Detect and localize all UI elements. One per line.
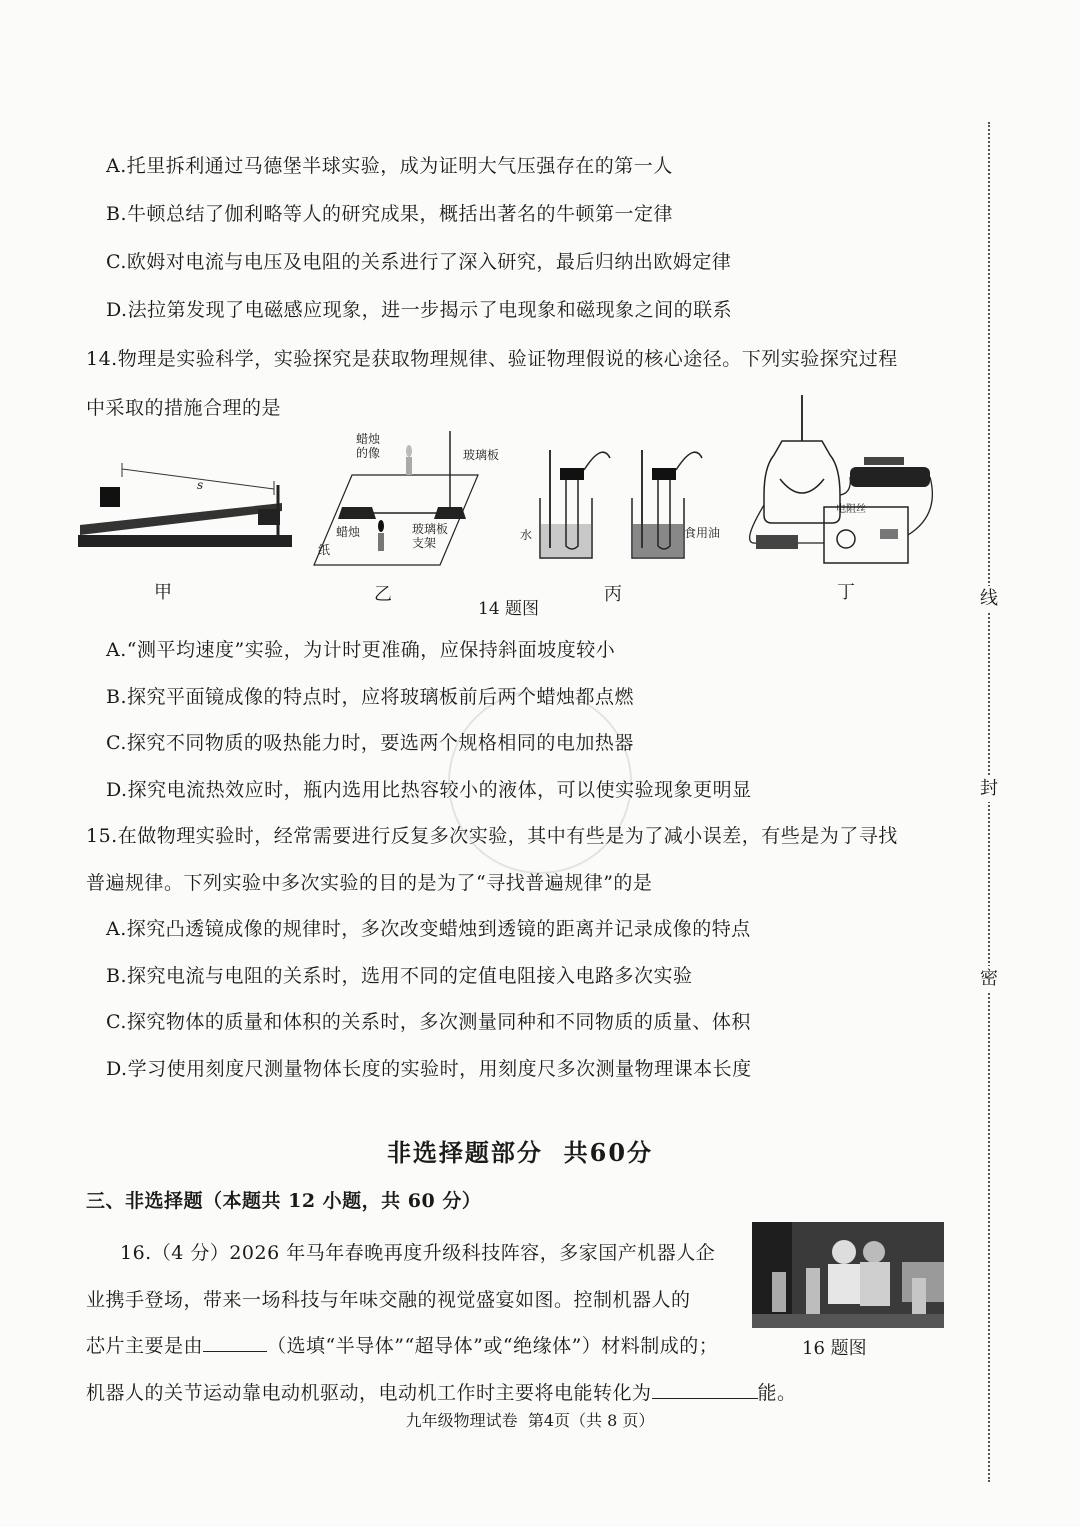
- figure-16-robot-photo: [752, 1222, 944, 1328]
- q13-option-b: B.牛顿总结了伽利略等人的研究成果，概括出著名的牛顿第一定律: [106, 203, 674, 225]
- figure-yi-glass-label: 玻璃板: [463, 448, 500, 462]
- q16-line3-suffix: （选填“半导体”“超导体”或“绝缘体”）材料制成的；: [267, 1335, 719, 1357]
- figure-ding-wire-label: 电阻丝: [836, 504, 866, 515]
- section-title: 非选择题部分 共60分: [386, 1138, 654, 1167]
- figure-bing-oil-label: 食用油: [684, 526, 721, 540]
- figure-label-bing: 丙: [604, 584, 622, 605]
- q16-line4: [86, 1380, 797, 1406]
- binding-mark-feng: 封: [976, 776, 1002, 802]
- q14-option-c: C.探究不同物质的吸热能力时，要选两个规格相同的电加热器: [106, 732, 634, 754]
- q16-line4-suffix: 能。: [757, 1382, 797, 1404]
- q15-option-c: C.探究物体的质量和体积的关系时，多次测量同种和不同物质的质量、体积: [106, 1011, 751, 1033]
- figure-bing-beakers: [520, 440, 720, 565]
- q13-option-a: A.托里拆利通过马德堡半球实验，成为证明大气压强存在的第一人: [106, 155, 673, 177]
- q16-line2: 业携手登场，带来一场科技与年味交融的视觉盛宴如图。控制机器人的: [86, 1289, 691, 1311]
- q13-option-d: D.法拉第发现了电磁感应现象，进一步揭示了电现象和磁现象之间的联系: [106, 299, 733, 321]
- q16-blank-energy[interactable]: [652, 1380, 758, 1399]
- q15-option-d: D.学习使用刻度尺测量物体长度的实验时，用刻度尺多次测量物理课本长度: [106, 1058, 752, 1080]
- q14-stem-line2: 中采取的措施合理的是: [86, 397, 282, 419]
- binding-mark-mi: 密: [976, 966, 1002, 992]
- part-heading: 三、非选择题（本题共 12 小题，共 60 分）: [86, 1190, 482, 1212]
- figure-label-ding: 丁: [837, 582, 855, 603]
- figure-label-yi: 乙: [374, 584, 392, 605]
- figure-yi-candle-label: 蜡烛: [336, 525, 361, 539]
- q14-option-b: B.探究平面镜成像的特点时，应将玻璃板前后两个蜡烛都点燃: [106, 686, 635, 708]
- q15-option-b: B.探究电流与电阻的关系时，选用不同的定值电阻接入电路多次实验: [106, 965, 693, 987]
- binding-mark-xian: 线: [976, 586, 1002, 612]
- figure-yi-candle-image-label: 蜡烛 的像: [356, 432, 381, 460]
- figure-jia-distance-label: s: [197, 478, 204, 492]
- q15-option-a: A.探究凸透镜成像的规律时，多次改变蜡烛到透镜的距离并记录成像的特点: [106, 918, 751, 940]
- figure-yi-stand-label: 玻璃板 支架: [412, 522, 449, 550]
- figure-14-caption: 14 题图: [478, 599, 540, 619]
- q16-blank-material[interactable]: [203, 1333, 267, 1352]
- q14-option-a: A.“测平均速度”实验，为计时更准确，应保持斜面坡度较小: [106, 639, 616, 661]
- q14-stem-line1: 14.物理是实验科学，实验探究是获取物理规律、验证物理假说的核心途径。下列实验探究过程: [86, 348, 898, 370]
- figure-ding-circuit: [740, 395, 950, 570]
- page-footer: 九年级物理试卷 第4页（共 8 页）: [405, 1411, 655, 1430]
- binding-dotted-line: [988, 122, 990, 1482]
- figure-jia-incline: [78, 455, 294, 555]
- q16-line3-prefix: 芯片主要是由: [86, 1335, 204, 1357]
- q16-line1: 16.（4 分）2026 年马年春晚再度升级科技阵容，多家国产机器人企: [120, 1242, 716, 1264]
- q16-line4-prefix: 机器人的关节运动靠电动机驱动，电动机工作时主要将电能转化为: [86, 1382, 652, 1404]
- figure-bing-water-label: 水: [520, 528, 533, 542]
- figure-yi-mirror: [312, 425, 482, 575]
- figure-16-caption: 16 题图: [802, 1338, 867, 1359]
- q13-option-c: C.欧姆对电流与电压及电阻的关系进行了深入研究，最后归纳出欧姆定律: [106, 251, 732, 273]
- q14-option-d: D.探究电流热效应时，瓶内选用比热容较小的液体，可以使实验现象更明显: [106, 779, 752, 801]
- q15-stem-line2: 普遍规律。下列实验中多次实验的目的是为了“寻找普遍规律”的是: [86, 872, 653, 894]
- figure-yi-paper-label: 纸: [318, 543, 331, 557]
- q15-stem-line1: 15.在做物理实验时，经常需要进行反复多次实验，其中有些是为了减小误差，有些是为了寻找: [86, 825, 898, 847]
- q16-line3: [86, 1333, 718, 1359]
- figure-label-jia: 甲: [154, 582, 172, 603]
